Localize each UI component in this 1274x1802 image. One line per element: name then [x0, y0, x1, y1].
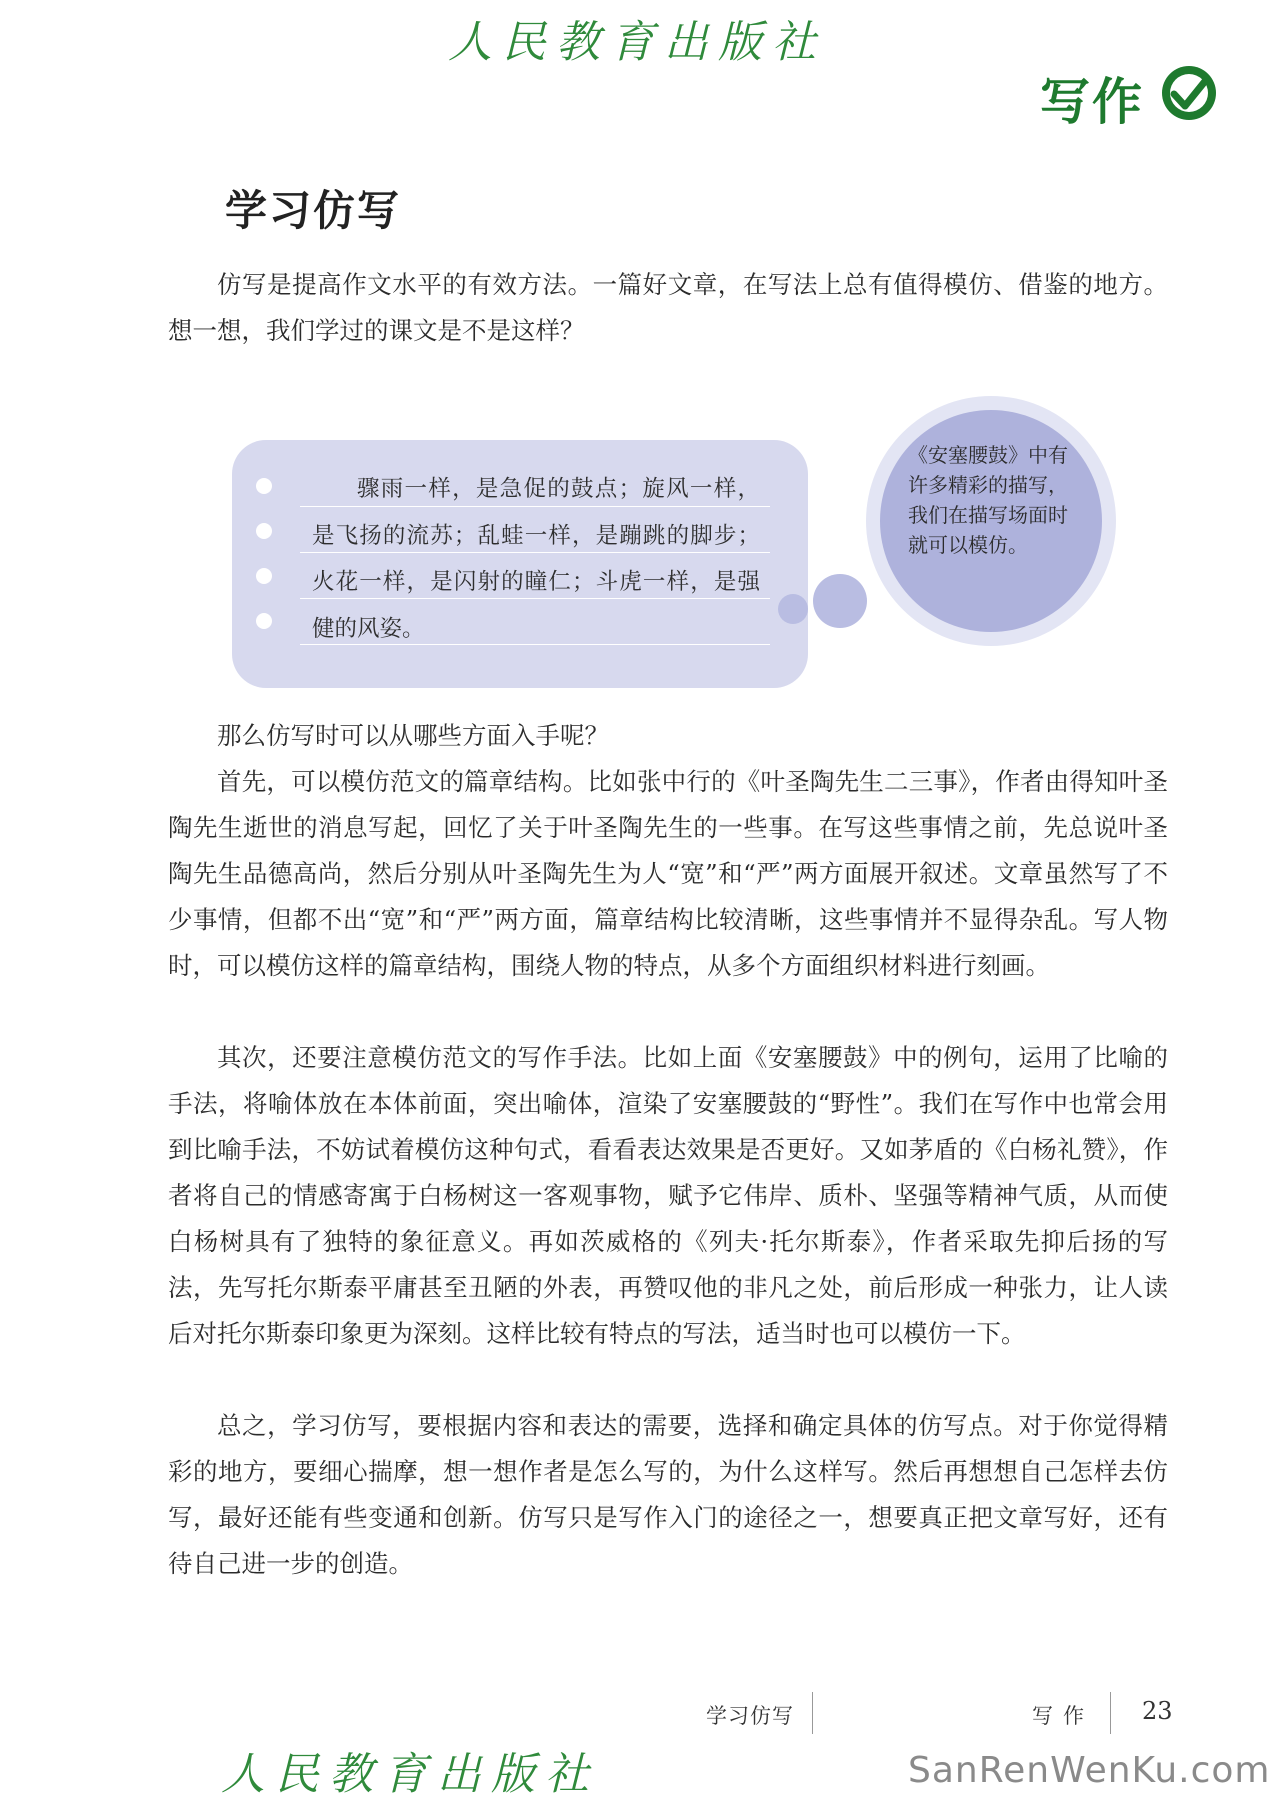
footer-category: 写作: [1032, 1704, 1094, 1728]
bullet-dot: [256, 613, 272, 629]
thought-bubble-small: [778, 594, 808, 624]
thought-bubble-medium: [813, 574, 867, 628]
body-paragraph: 总之，学习仿写，要根据内容和表达的需要，选择和确定具体的仿写点。对于你觉得精彩的地方，要细心揣摩，想一想作者是怎么写的，为什么这样写。然后再想想自己怎样去仿写，最好还能有些变通和创新。仿写只是写作入门的途径之一，想要真正把文章写好，还有待自己进一步的创造。: [168, 1411, 1168, 1578]
example-quote: 骤雨一样，是急促的鼓点；旋风一样，是飞扬的流苏；乱蛙一样，是蹦跳的脚步；火花一样，是闪射的瞳仁；斗虎一样，是强健的风姿。: [312, 476, 760, 642]
section-label: 写作: [1040, 73, 1144, 131]
body-paragraph: 首先，可以模仿范文的篇章结构。比如张中行的《叶圣陶先生二三事》，作者由得知叶圣陶先生逝世的消息写起，回忆了关于叶圣陶先生的一些事。在写这些事情之前，先总说叶圣陶先生品德高尚，然后分别从叶圣陶先生为人“宽”和“严”两方面展开叙述。文章虽然写了不少事情，但都不出“宽”和“严”两方面，篇章结构比较清晰，这些事情并不显得杂乱。写人物时，可以模仿这样的篇章结构，围绕人物的特点，从多个方面组织材料进行刻画。: [168, 767, 1168, 980]
footer-divider: [1110, 1692, 1111, 1734]
publisher-logo-top: 人民教育出版社: [448, 17, 826, 68]
footer-divider: [812, 1692, 813, 1734]
footer-section-title: 学习仿写: [706, 1704, 794, 1728]
bullet-dot: [256, 568, 272, 584]
pencil-circle-icon: [1160, 64, 1218, 122]
page-title: 学习仿写: [225, 186, 402, 235]
body-paragraph: 那么仿写时可以从哪些方面入手呢？: [217, 721, 609, 750]
side-note: 《安塞腰鼓》中有许多精彩的描写，我们在描写场面时就可以模仿。: [908, 443, 1068, 557]
bullet-dot: [256, 478, 272, 494]
intro-paragraph: 仿写是提高作文水平的有效方法。一篇好文章，在写法上总有值得模仿、借鉴的地方。想一想，我们学过的课文是不是这样？: [168, 270, 1168, 345]
bullet-dot: [256, 523, 272, 539]
page-number: 23: [1142, 1697, 1173, 1725]
watermark: SanRenWenKu.com: [908, 1750, 1271, 1791]
body-paragraph: 其次，还要注意模仿范文的写作手法。比如上面《安塞腰鼓》中的例句，运用了比喻的手法，将喻体放在本体前面，突出喻体，渲染了安塞腰鼓的“野性”。我们在写作中也常会用到比喻手法，不妨试着模仿这种句式，看看表达效果是否更好。又如茅盾的《白杨礼赞》，作者将自己的情感寄寓于白杨树这一客观事物，赋予它伟岸、质朴、坚强等精神气质，从而使白杨树具有了独特的象征意义。再如茨威格的《列夫·托尔斯泰》，作者采取先抑后扬的写法，先写托尔斯泰平庸甚至丑陋的外表，再赞叹他的非凡之处，前后形成一种张力，让人读后对托尔斯泰印象更为深刻。这样比较有特点的写法，适当时也可以模仿一下。: [168, 1043, 1168, 1348]
publisher-logo-bottom: 人民教育出版社: [221, 1749, 599, 1800]
